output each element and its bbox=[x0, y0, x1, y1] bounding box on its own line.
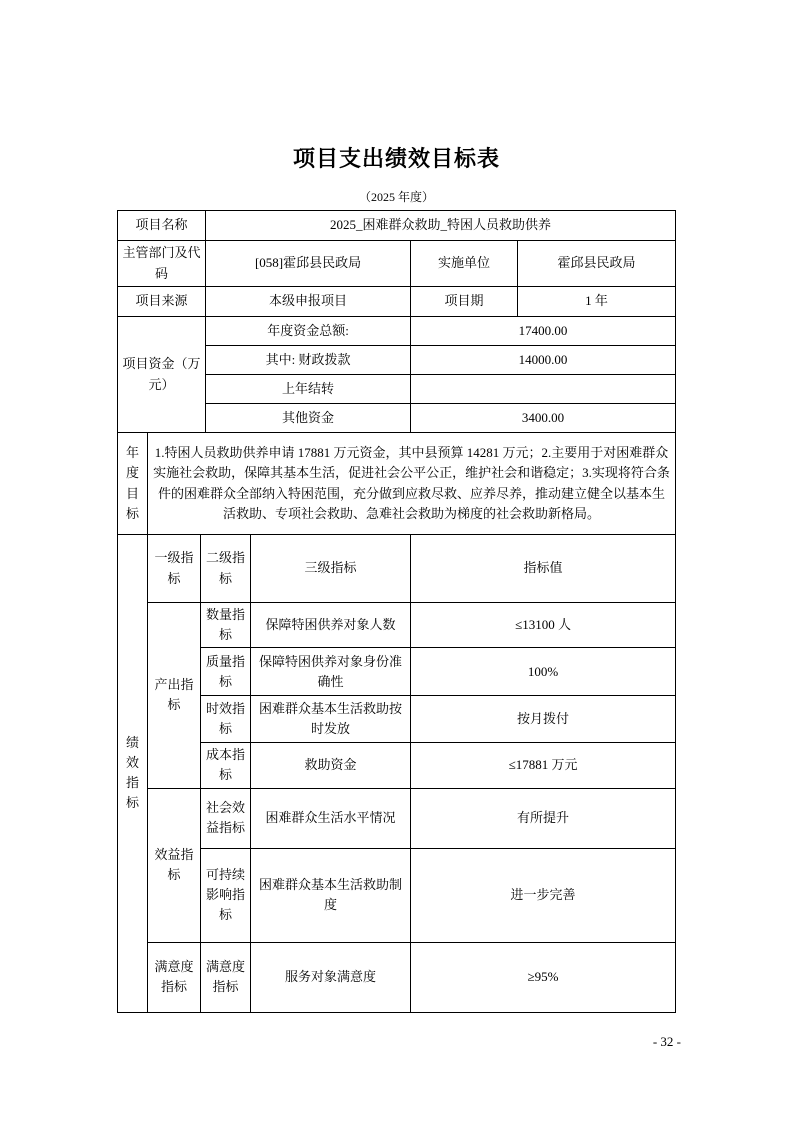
fund-row-value: 17400.00 bbox=[411, 317, 676, 346]
table-row bbox=[118, 211, 676, 241]
impl-unit-value: 霍邱县民政局 bbox=[518, 241, 676, 287]
header-level3: 三级指标 bbox=[251, 535, 411, 603]
perf-level2: 数量指标 bbox=[201, 603, 251, 648]
perf-level2: 可持续影响指标 bbox=[201, 848, 251, 942]
perf-level3: 困难群众基本生活救助按时发放 bbox=[251, 696, 411, 743]
table-row bbox=[118, 241, 676, 287]
project-name-value: 2025_困难群众救助_特困人员救助供养 bbox=[206, 211, 676, 241]
perf-value: 按月拨付 bbox=[411, 696, 676, 743]
table-row bbox=[118, 743, 676, 788]
fund-row-value: 14000.00 bbox=[411, 346, 676, 375]
perf-value: 100% bbox=[411, 648, 676, 696]
table-row bbox=[118, 848, 676, 942]
table-row bbox=[118, 696, 676, 743]
perf-level2: 质量指标 bbox=[201, 648, 251, 696]
table-row bbox=[118, 433, 676, 535]
fund-row-label: 年度资金总额: bbox=[206, 317, 411, 346]
table-row bbox=[118, 317, 676, 346]
source-label: 项目来源 bbox=[118, 287, 206, 317]
table-row bbox=[118, 788, 676, 848]
page-number: - 32 - bbox=[652, 1034, 681, 1049]
table-row bbox=[118, 942, 676, 1012]
table-row bbox=[118, 648, 676, 696]
table-row bbox=[118, 287, 676, 317]
perf-level2: 时效指标 bbox=[201, 696, 251, 743]
source-value: 本级申报项目 bbox=[206, 287, 411, 317]
annual-goal-text: 1.特困人员救助供养申请 17881 万元资金，其中县预算 14281 万元；2.主要用于对困难群众实施社会救助，保障其基本生活，促进社会公平公正，维护社会和谐稳定；3.实现将符合条件的困难群众全部纳入特困范围，充分做到应救尽救、应养尽养，推动建立健全以基本生活救助、专项社会救助、急难社会救助为梯度的社会救助新格局。 bbox=[148, 433, 676, 535]
header-value: 指标值 bbox=[411, 535, 676, 603]
table-row bbox=[118, 603, 676, 648]
project-name-label: 项目名称 bbox=[118, 211, 206, 241]
document-subtitle: （2025 年度） bbox=[358, 190, 434, 204]
perf-level3: 保障特困供养对象身份准确性 bbox=[251, 648, 411, 696]
funds-label: 项目资金（万元） bbox=[118, 317, 206, 433]
perf-level2: 成本指标 bbox=[201, 743, 251, 788]
perf-level2: 社会效益指标 bbox=[201, 788, 251, 848]
dept-label: 主管部门及代码 bbox=[118, 241, 206, 287]
period-label: 项目期 bbox=[411, 287, 518, 317]
perf-level3: 困难群众生活水平情况 bbox=[251, 788, 411, 848]
perf-level1: 产出指标 bbox=[148, 603, 201, 789]
fund-row-value: 3400.00 bbox=[411, 404, 676, 433]
perf-level2: 满意度指标 bbox=[201, 942, 251, 1012]
perf-value: 有所提升 bbox=[411, 788, 676, 848]
perf-value: ≤13100 人 bbox=[411, 603, 676, 648]
fund-row-value bbox=[411, 375, 676, 404]
table-row bbox=[118, 535, 676, 603]
fund-row-label: 上年结转 bbox=[206, 375, 411, 404]
period-value: 1 年 bbox=[518, 287, 676, 317]
header-level1: 一级指标 bbox=[148, 535, 201, 603]
perf-level3: 保障特困供养对象人数 bbox=[251, 603, 411, 648]
perf-level1: 满意度指标 bbox=[148, 942, 201, 1012]
perf-value: ≥95% bbox=[411, 942, 676, 1012]
header-level2: 二级指标 bbox=[201, 535, 251, 603]
performance-target-table bbox=[117, 210, 676, 1013]
perf-level3: 困难群众基本生活救助制度 bbox=[251, 848, 411, 942]
perf-level3: 服务对象满意度 bbox=[251, 942, 411, 1012]
perf-level3: 救助资金 bbox=[251, 743, 411, 788]
fund-row-label: 其中: 财政拨款 bbox=[206, 346, 411, 375]
dept-value: [058]霍邱县民政局 bbox=[206, 241, 411, 287]
annual-goal-label: 年度目标 bbox=[118, 433, 148, 535]
perf-value: ≤17881 万元 bbox=[411, 743, 676, 788]
perf-value: 进一步完善 bbox=[411, 848, 676, 942]
impl-unit-label: 实施单位 bbox=[411, 241, 518, 287]
perf-level1: 效益指标 bbox=[148, 788, 201, 942]
performance-section-label: 绩效指标 bbox=[118, 535, 148, 1013]
document-title: 项目支出绩效目标表 bbox=[292, 146, 500, 171]
fund-row-label: 其他资金 bbox=[206, 404, 411, 433]
